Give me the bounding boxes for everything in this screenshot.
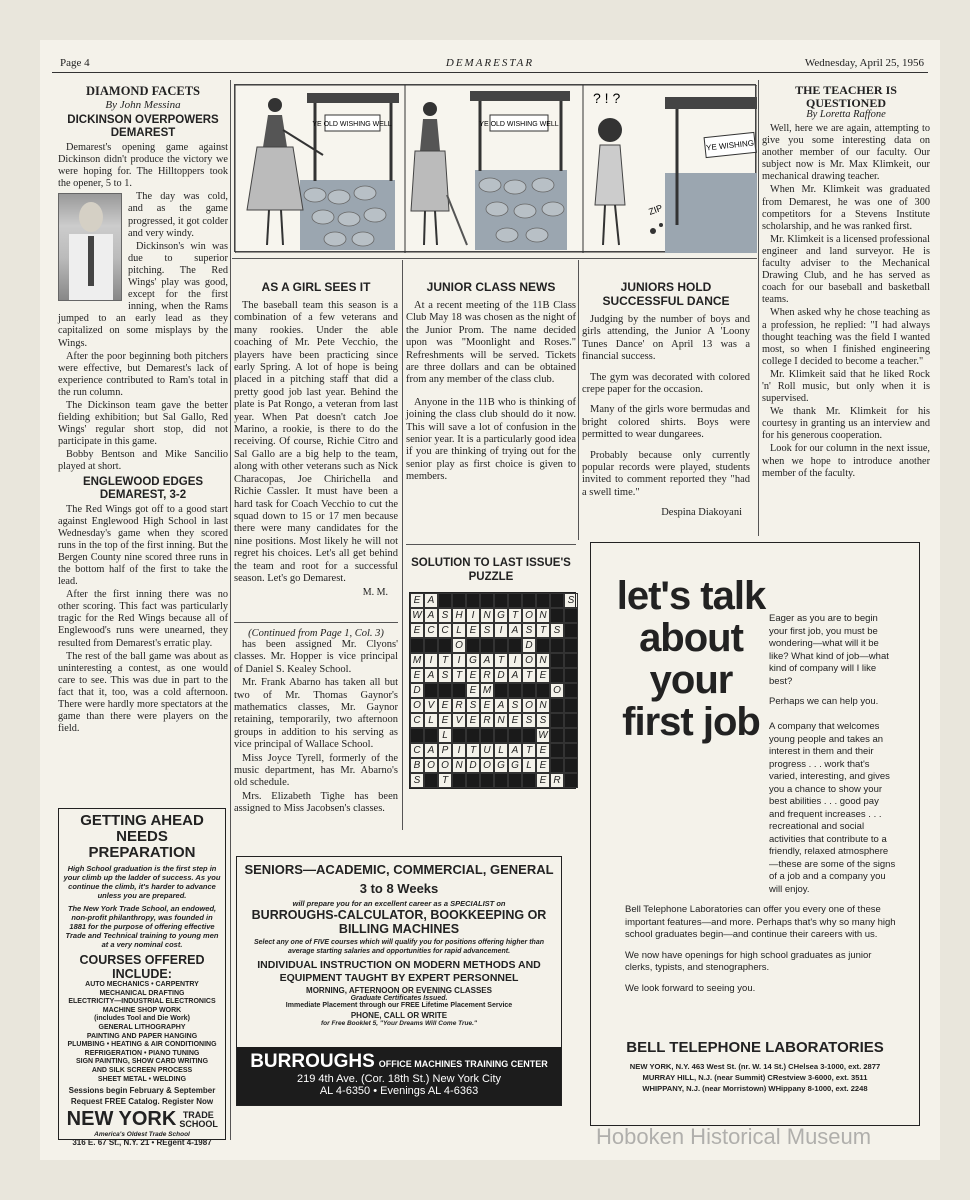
ad-text: A company that welcomes young people and takes an interest in them and their progress . . . work that's varied, interesting, and gives you a chance to show your best abilities . . . good pay and frequent increases . . . recreational and social activities that contribute to a friendly, relaxed atmosphere—these are some of the signs of a job and a company you will enjoy. [769,721,896,895]
crossword-cell [508,728,522,743]
crossword-cell: E [466,683,480,698]
ad-text: Immediate Placement through our FREE Lifetime Placement Service [285,1002,513,1009]
paragraph: At a recent meeting of the 11B Class Club May 18 was chosen as the night of the Junior Prom. The name decided upon was "Moonlight and Roses." Refreshments will be served. Tickets are three dollars and can be obtained from any member of the class club. [406,300,576,386]
crossword-cell [564,608,578,623]
article-headline: JUNIORS HOLD SUCCESSFUL DANCE [602,280,730,308]
crossword-cell: A [424,608,438,623]
ad-instruction: INDIVIDUAL INSTRUCTION ON MODERN METHODS AND EQUIPMENT TAUGHT BY EXPERT PERSONNEL [257,959,541,984]
crossword-cell: I [424,653,438,668]
crossword-cell: S [522,623,536,638]
crossword-cell: R [550,773,564,788]
crossword-cell: E [438,698,452,713]
crossword-cell [522,683,536,698]
crossword-cell: V [452,713,466,728]
crossword-cell: R [480,668,494,683]
junior-class-article [406,280,576,485]
crossword-cell [564,728,578,743]
crossword-cell [550,638,564,653]
crossword-cell [424,683,438,698]
crossword-cell: M [480,683,494,698]
column-rule [402,260,403,830]
ad-text: We now have openings for high school graduates as junior clerks, typists, and stenographers. [625,949,872,973]
crossword-cell: E [466,668,480,683]
junior-dance-article [582,280,750,518]
svg-text:? ! ?: ? ! ? [593,90,621,106]
story-headline: DICKINSON OVERPOWERS DEMAREST [67,114,219,139]
location-line: WHIPPANY, N.J. (near Morristown) WHippany 8-1000, ext. 2248 [642,1084,868,1093]
crossword-cell: S [410,773,424,788]
ad-headline: GETTING AHEAD NEEDS PREPARATION [80,812,204,861]
crossword-cell: A [494,698,508,713]
crossword-cell [466,593,480,608]
company-name: BELL TELEPHONE LABORATORIES [626,1039,884,1056]
cartoon-drawing [235,85,757,253]
paragraph: Mr. Klimkeit said that he liked Rock 'n' Roll music, but only when it is supervised. [762,368,930,405]
crossword-cell [564,623,578,638]
crossword-cell: C [424,623,438,638]
crossword-cell [508,593,522,608]
crossword-cell: C [410,743,424,758]
crossword-cell: T [522,668,536,683]
paragraph: Judging by the number of boys and girls attending, the Junior A 'Loony Tunes Dance' on April 13 was a financial success. [582,314,750,363]
crossword-cell [494,728,508,743]
ad-text: PHONE, CALL OR WRITE [350,1011,448,1020]
crossword-cell [550,668,564,683]
paper-name: DEMARESTAR [445,57,535,69]
paragraph: Miss Joyce Tyrell, formerly of the music department, has Mr. Abarno's old schedule. [234,752,398,789]
continued-note: (Continued from Page 1, Col. 3) [248,628,384,639]
crossword-cell: N [536,653,550,668]
paragraph: After the first inning there was no other scoring. This fact was particularly tragic for the Red Wings because all of Englewood's runs were unearned, they resulted from Demarest's erratic play. [58,589,228,649]
crossword-cell: D [494,668,508,683]
crossword-cell: D [522,638,536,653]
ad-text: We look forward to seeing you. [625,982,756,994]
crossword-cell: S [438,608,452,623]
section-rule [232,258,757,259]
paragraph: The day was cold, and as the game progressed, it got colder and very windy. [128,191,228,239]
crossword-cell: E [410,593,424,608]
byline: By John Messina [105,99,181,111]
crossword-cell [550,728,564,743]
crossword-cell: U [480,743,494,758]
crossword-cell: T [438,773,452,788]
ad-machines: BURROUGHS-CALCULATOR, BOOKKEEPING OR BILLING MACHINES [251,908,547,936]
ad-text: Eager as you are to begin your first job, you must be wondering—what will it be like? What kind of job—what kind of company will I like best? [769,613,889,687]
museum-watermark: Hoboken Historical Museum [596,1124,872,1149]
crossword-cell [550,593,564,608]
crossword-cell: A [508,623,522,638]
article-headline: AS A GIRL SEES IT [261,280,371,294]
crossword-cell: E [480,698,494,713]
crossword-cell: N [536,698,550,713]
crossword-cell [452,593,466,608]
crossword-cell: G [466,653,480,668]
crossword-cell: O [424,758,438,773]
crossword-cell [536,638,550,653]
crossword-cell [550,758,564,773]
crossword-cell: R [480,713,494,728]
crossword-cell: B [410,758,424,773]
crossword-cell [508,683,522,698]
crossword-cell: S [438,668,452,683]
ad-weeks: 3 to 8 Weeks [359,881,439,896]
section-rule [406,544,576,545]
crossword-cell: C [410,713,424,728]
crossword-cell: G [494,608,508,623]
paragraph: Mr. Frank Abarno has taken all but two of Mr. Thomas Gaynor's mathematics classes, Mr. Gaynor retaining, temporarily, two afternoon groups in addition to his serving as vice principal of Wallace School. [234,677,398,751]
crossword-cell [536,683,550,698]
crossword-cell: E [508,713,522,728]
paragraph: has been assigned Mr. Clyons' classes. Mr. Hopper is vice principal of Daniel S. Kealey School. [234,639,398,675]
crossword-cell: S [466,698,480,713]
crossword-cell [564,668,578,683]
crossword-cell: I [452,743,466,758]
crossword-cell [424,773,438,788]
burroughs-banner [237,1047,561,1105]
crossword-cell: P [438,743,452,758]
crossword-cell [550,608,564,623]
crossword-cell [494,593,508,608]
crossword-cell: E [410,668,424,683]
article-signature: Despina Diakoyani [661,507,742,519]
crossword-cell: E [466,623,480,638]
paragraph: Many of the girls wore bermudas and bright colored shirts. Boys were permitted to wear dungarees. [582,404,750,441]
crossword-cell: A [424,593,438,608]
crossword-cell [550,743,564,758]
crossword-cell: W [410,608,424,623]
crossword-cell: H [452,608,466,623]
ad-big-headline-text: let's talk about your first job [616,574,766,744]
crossword-cell: A [424,668,438,683]
paragraph: The rest of the ball game was about as uninteresting a contest, as one would care to see. This was due in part to the fact that it, too, was a cold afternoon. There were hardly more spectators at the game than there were players on the field. [58,650,228,735]
paragraph: Probably because only currently popular records were played, students invited to comment reported they "had a swell time." [582,449,750,498]
crossword-cell: A [508,668,522,683]
puzzle-section [406,556,576,789]
ad-text: Select any one of FIVE courses which will qualify you for positions offering higher than average starting salaries and opportunities for rapid advancement. [253,939,545,955]
crossword-cell: A [480,653,494,668]
crossword-cell: S [508,698,522,713]
page-number: Page 4 [60,57,90,69]
burroughs-ad [236,856,562,1106]
school-name-suffix: TRADE SCHOOL [179,1109,218,1129]
crossword-cell [438,593,452,608]
company-phone: AL 4-6350 • Evenings AL 4-6363 [319,1085,479,1097]
paragraph: Mr. Klimkeit is a licensed professional engineer and land surveyor. He is faculty adviser to the Mechanical Drawing Club, and he has served as coach for our baseball and basketball teams. [762,233,930,306]
ad-body [625,721,897,995]
well-sign-text: YE OLD WISHING WELL [479,121,559,128]
crossword-cell [564,773,578,788]
crossword-cell: T [466,743,480,758]
crossword-cell: N [536,608,550,623]
crossword-cell: S [536,713,550,728]
ad-text: High School graduation is the first step in your climb up the ladder of success. As you continue the climb, it's harder to advance unless you are prepared. [63,864,221,900]
crossword-cell: E [536,758,550,773]
crossword-cell: O [438,758,452,773]
school-name: NEW YORK [66,1108,177,1131]
crossword-cell [550,713,564,728]
paragraph: Well, here we are again, attempting to give you some interesting data on another member of our faculty. Our subject now is Mr. Max Klimkeit, our mechanical drawing teacher. [762,123,930,183]
crossword-cell: E [536,743,550,758]
company-subtitle: OFFICE MACHINES TRAINING CENTER [378,1059,548,1069]
crossword-cell: I [466,608,480,623]
crossword-cell [508,638,522,653]
article-signature: M. M. [362,587,388,599]
paragraph: Dickinson's win was due to superior pitching. The Red Wings' play was good, except for the first inning, when the Rams jumped to an early lead as they capitalized on some misplays by the Wings. [58,240,228,349]
ad-text: will prepare you for an excellent career as a SPECIALIST on [292,899,506,908]
crossword-cell [522,593,536,608]
crossword-cell [438,638,452,653]
bell-labs-ad [590,542,920,1126]
crossword-cell: O [452,638,466,653]
column-title: DIAMOND FACETS [85,84,200,98]
crossword-cell: G [508,758,522,773]
crossword-cell [564,713,578,728]
crossword-cell: E [410,623,424,638]
article-headline: THE TEACHER IS QUESTIONED [795,83,897,110]
crossword-cell [494,773,508,788]
crossword-cell: N [494,713,508,728]
crossword-cell [564,638,578,653]
crossword-cell: L [438,728,452,743]
diamond-facets-column [58,84,228,736]
crossword-cell: I [508,653,522,668]
page-header [52,55,928,73]
crossword-cell: O [410,698,424,713]
trade-school-ad [58,808,226,1148]
crossword-cell [522,728,536,743]
crossword-cell: I [452,653,466,668]
puzzle-headline: SOLUTION TO LAST ISSUE'S PUZZLE [411,557,571,583]
paragraph: We thank Mr. Klimkeit for his courtesy in granting us an interview and for his generous cooperation. [762,406,930,442]
author-photo [58,193,122,301]
company-address: 219 4th Ave. (Cor. 18th St.) New York City [296,1073,501,1085]
crossword-cell: W [536,728,550,743]
ad-classes: MORNING, AFTERNOON OR EVENING CLASSES [306,986,492,995]
crossword-grid [409,592,576,789]
issue-date: Wednesday, April 25, 1956 [804,57,924,69]
crossword-cell: T [494,653,508,668]
paragraph: After the poor beginning both pitchers were effective, but Demarest's lack of experience contributed to Ram's total in the run column. [58,350,228,398]
crossword-cell [466,728,480,743]
crossword-cell [564,683,578,698]
crossword-cell [508,773,522,788]
crossword-cell [564,653,578,668]
crossword-cell [550,653,564,668]
ad-text: Bell Telephone Laboratories can offer you every one of these important features—and more. Perhaps that's why so many high school graduates begin—and continue their careers with us. [625,904,896,940]
section-rule [234,622,398,623]
crossword-cell [480,773,494,788]
crossword-cell [438,683,452,698]
crossword-cell [494,638,508,653]
crossword-cell: T [536,623,550,638]
column-rule [758,80,759,536]
crossword-cell: S [550,623,564,638]
catalog-text: Request FREE Catalog. Register Now [70,1097,214,1107]
paragraph: Look for our column in the next issue, when we hope to introduce another member of the faculty. [762,443,930,479]
crossword-cell [424,728,438,743]
column-rule [230,80,231,1140]
crossword-cell: N [452,758,466,773]
crossword-cell: D [410,683,424,698]
crossword-cell: M [410,653,424,668]
crossword-cell [452,728,466,743]
courses-list: AUTO MECHANICS • CARPENTRY MECHANICAL DRAFTING ELECTRICITY—INDUSTRIAL ELECTRONICS MACHINE SHOP WORK (includes Tool and Die Work) GENERAL LITHOGRAPHY PAINTING AND PAPER HANGING PLUMBING • HEATING & AIR CONDITIONING REFRIGERATION • PIANO TUNING SIGN PAINTING, SHOW CARD WRITING AND SILK SCREEN PROCESS SHEET METAL • WELDING [67,981,217,1083]
crossword-cell [564,698,578,713]
ad-big-headline [611,575,771,743]
sessions-text: Sessions begin February & September [68,1086,216,1096]
crossword-cell [480,638,494,653]
crossword-cell: N [480,608,494,623]
crossword-cell [452,773,466,788]
crossword-cell: S [564,593,578,608]
school-tagline: America's Oldest Trade School [94,1131,190,1139]
crossword-cell: T [452,668,466,683]
crossword-cell [410,728,424,743]
ad-text: Graduate Certificates Issued. [350,995,448,1002]
crossword-cell [522,773,536,788]
crossword-cell: O [522,653,536,668]
crossword-cell: T [508,608,522,623]
crossword-cell: D [466,758,480,773]
crossword-cell [410,638,424,653]
crossword-cell [480,593,494,608]
crossword-cell: E [536,773,550,788]
company-locations [601,1061,909,1094]
crossword-cell: L [522,758,536,773]
paragraph: When Mr. Klimkeit was graduated from Demarest, he was one of 300 competitors for a Stevens Institute scholarship, and he was ranked first. [762,184,930,232]
crossword-cell [494,683,508,698]
crossword-cell [564,743,578,758]
paragraph: Demarest's opening game against Dickinson didn't produce the victory we were hoping for. The Hilltoppers took the opener, 5 to 1. [58,142,228,190]
continued-article [234,628,398,817]
ad-text: for Free Booklet 5, "Your Dreams Will Come True." [320,1020,477,1027]
crossword-cell: S [522,713,536,728]
crossword-cell: A [508,743,522,758]
crossword-cell: O [522,698,536,713]
crossword-cell: V [424,698,438,713]
crossword-cell: O [550,683,564,698]
column-rule [578,260,579,540]
article-body: The baseball team this season is a combination of a few veterans and many rookies. Under the able coaching of Mr. Pete Vecchio, the players have been practicing since early Spring. A lot of hope is being placed in a pitching staff that did a pretty good job last year. Behind the plate is Pat Rongo, a veteran from last year. When Pat doesn't catch Joe Marino, a rookie, is there to do the receiving. Of course, Richie Citro and Sal Gallo are a big help to the team, along with other veterans such as Nick Characopas, Joe Chirichella and Richie Cassler. It must have been a hard task for Coach Vecchio to cut the squad down to 15 or 17 men because there were many candidates for the nine positions. Most likely he will not regret his choices. Let's all get behind the team and root for a successful season. Let's go Demarest. [234,300,398,584]
well-sign-text: YE OLD WISHING WELL [312,121,392,128]
ad-text: The New York Trade School, an endowed, non-profit philanthropy, was founded in 1881 for the purpose of offering effective Trade and Technical training to young men at a very nominal cost. [65,904,219,949]
crossword-cell [466,773,480,788]
paragraph: Anyone in the 11B who is thinking of joining the class club should do it now. This will save a lot of confusion in the senior year. It is a particularly good idea if you are thinking of trying out for the senior play as first choice is given to members. [406,396,576,483]
crossword-cell: A [424,743,438,758]
courses-heading: COURSES OFFERED INCLUDE: [79,953,205,981]
teacher-questioned-article [762,84,930,481]
paragraph: The gym was decorated with colored crepe paper for the occasion. [582,371,750,396]
article-headline: JUNIOR CLASS NEWS [426,280,556,294]
crossword-cell: L [424,713,438,728]
crossword-cell: O [522,608,536,623]
crossword-cell: T [522,743,536,758]
crossword-cell [536,593,550,608]
zip-sound-text: ZIP [647,202,664,217]
paragraph: Mrs. Elizabeth Tighe has been assigned to Miss Jacobsen's classes. [234,790,398,815]
crossword-cell [466,638,480,653]
cartoon-strip [234,84,756,252]
crossword-cell: E [536,668,550,683]
paragraph: Bobby Bentson and Mike Sancilio played at short. [58,449,228,473]
crossword-cell [452,683,466,698]
crossword-cell [564,758,578,773]
crossword-cell: I [494,623,508,638]
company-name: BURROUGHS [250,1051,375,1072]
well-sign-text: YE WISHING [705,138,755,153]
crossword-cell: G [494,758,508,773]
location-line: NEW YORK, N.Y. 463 West St. (nr. W. 14 St.) CHelsea 3-1000, ext. 2877 [629,1062,881,1071]
crossword-cell: R [452,698,466,713]
crossword-cell [550,698,564,713]
crossword-cell [424,638,438,653]
ad-text: Perhaps we can help you. [769,696,879,707]
girl-sees-it-article [234,280,398,598]
crossword-cell: E [438,713,452,728]
story-headline: ENGLEWOOD EDGES DEMAREST, 3-2 [82,475,204,501]
location-line: MURRAY HILL, N.J. (near Summit) CRestview 3-6000, ext. 3511 [642,1073,868,1082]
byline: By Loretta Raffone [806,109,886,120]
paragraph: The Dickinson team gave the better fielding exhibition; but Sal Gallo, Red Wings' regular short stop, did not participate in this game. [58,399,228,448]
crossword-cell [480,728,494,743]
paragraph: The Red Wings got off to a good start against Englewood High School in last Wednesday's game when they scored runs in the top of the first inning. But the Bergen County nine scored three runs in the bottom half of the first to take the lead. [58,503,228,588]
crossword-cell: S [480,623,494,638]
crossword-cell: L [452,623,466,638]
crossword-cell: T [438,653,452,668]
school-address: 316 E. 67 St., N.Y. 21 • REgent 4-1987 [72,1138,212,1148]
crossword-cell: C [438,623,452,638]
ad-headline: SENIORS—ACADEMIC, COMMERCIAL, GENERAL [244,862,554,877]
paragraph: When asked why he chose teaching as a profession, he replied: "I had always thought teaching was the field I wanted most, so when I finished engineering college I decided to become a teacher." [762,307,930,367]
crossword-cell: L [494,743,508,758]
crossword-cell: E [466,713,480,728]
crossword-cell: O [480,758,494,773]
